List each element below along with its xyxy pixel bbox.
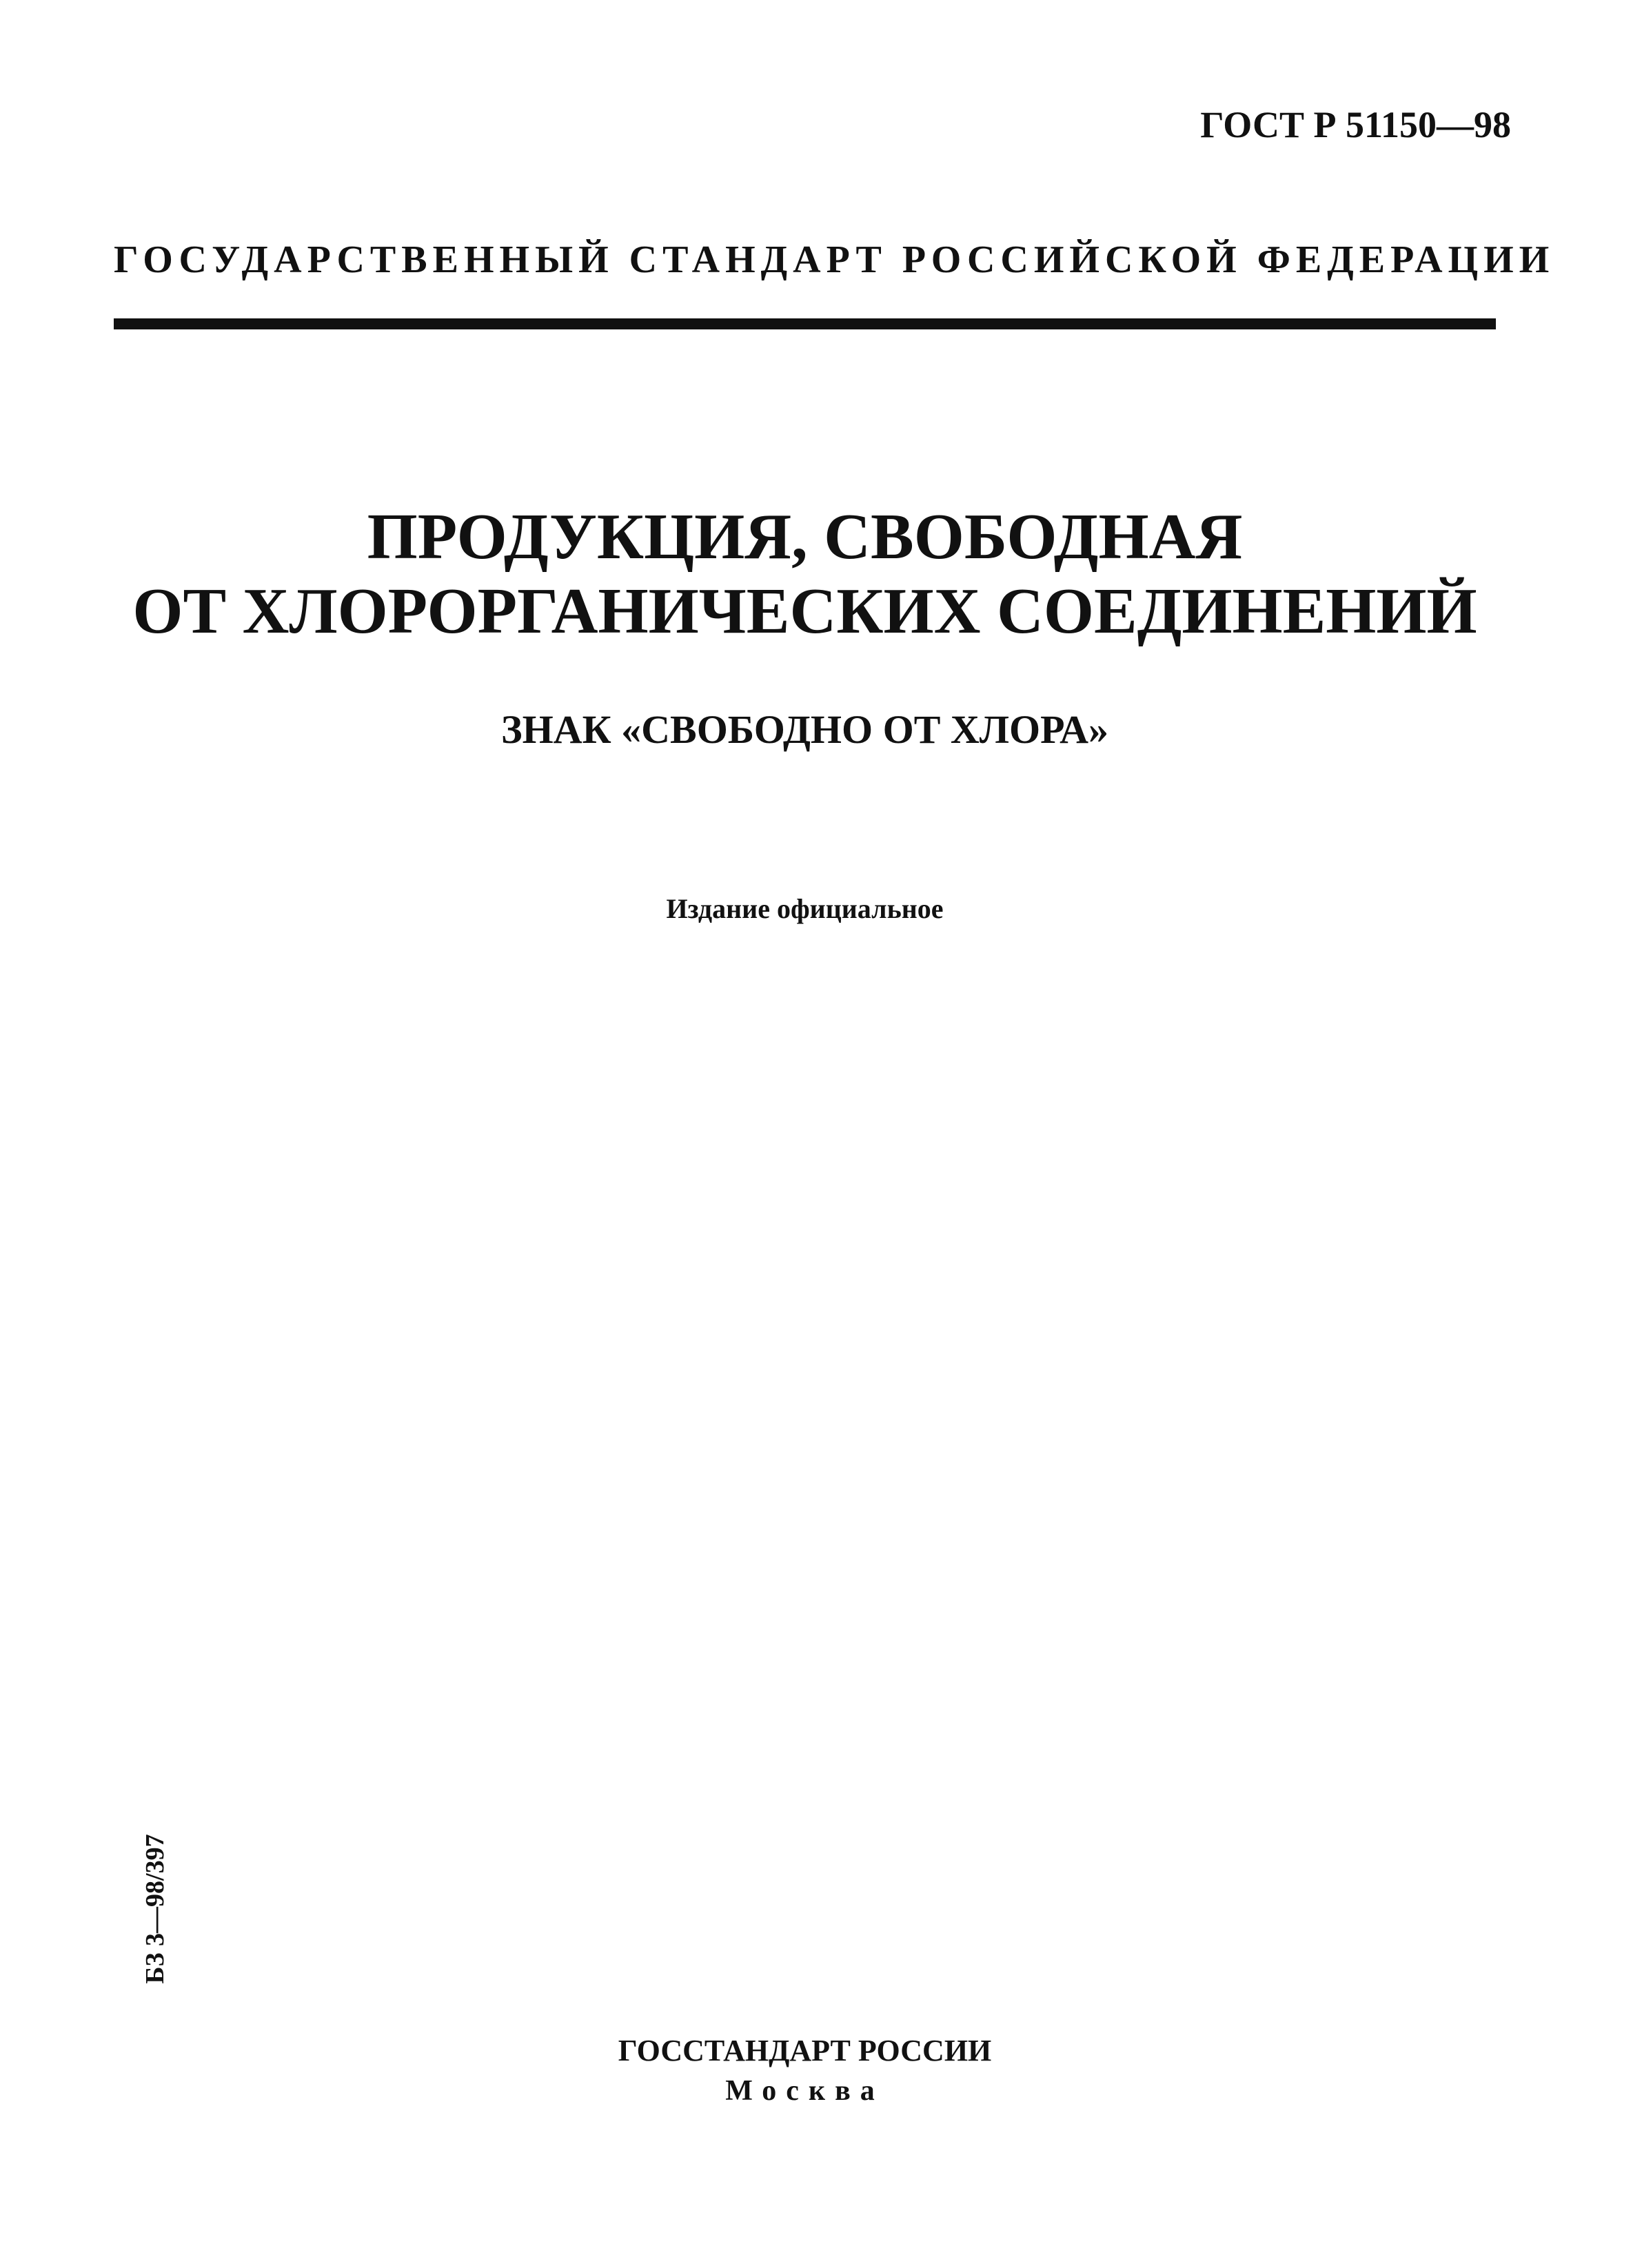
- header-band: ГОСУДАРСТВЕННЫЙ СТАНДАРТ РОССИЙСКОЙ ФЕДЕРАЦИИ: [114, 238, 1555, 281]
- title-line-1: ПРОДУКЦИЯ, СВОБОДНАЯ: [367, 501, 1243, 573]
- publisher: ГОССТАНДАРТ РОССИИ: [618, 2034, 992, 2067]
- title-line-2: ОТ ХЛОРОРГАНИЧЕСКИХ СОЕДИНЕНИЙ: [132, 575, 1477, 647]
- document-subtitle: ЗНАК «СВОБОДНО ОТ ХЛОРА»: [500, 707, 1109, 752]
- side-code: БЗ 3—98/397: [141, 1834, 170, 1984]
- document-title: [114, 500, 1496, 648]
- header-rule: [114, 318, 1496, 329]
- edition-note: Издание официальное: [666, 893, 944, 924]
- publisher-city: Москва: [725, 2075, 884, 2107]
- document-number: ГОСТ Р 51150—98: [1200, 104, 1511, 145]
